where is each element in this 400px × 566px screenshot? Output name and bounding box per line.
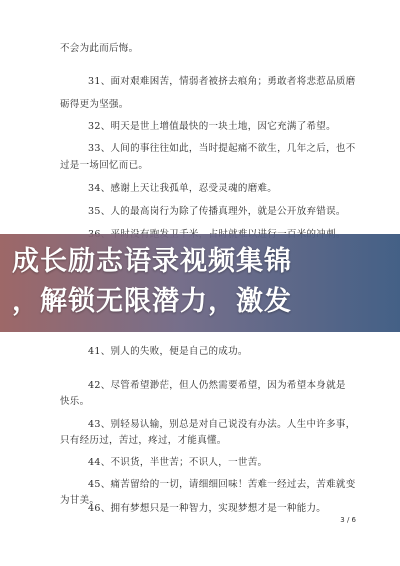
text-line: 46、拥有梦想只是一种智力，实现梦想才是一种能力。 [88,503,327,514]
text-line: 过是一场回忆而已。 [60,160,149,171]
text-line: 只有经历过，苦过，疼过，才能真懂。 [60,435,227,446]
banner-title-line-1: 成长励志语录视频集锦 [12,246,292,277]
page-number: 3 / 6 [340,516,356,524]
text-line: 43、别轻易认输，别总是对自己说没有办法。人生中许多事， [88,419,356,430]
text-line: 35、人的最高岗行为除了传播真理外，就是公开放弃错误。 [88,206,346,217]
text-line: 快乐。 [60,396,90,407]
text-line: 砺得更为坚强。 [60,99,129,110]
banner-title [12,242,390,322]
text-line: 32、明天是世上增值最快的一块土地，因它充满了希望。 [88,121,336,132]
text-line: 34、感谢上天让我孤单，忍受灵魂的磨难。 [88,183,278,194]
banner-title-line-2: ，解锁无限潜力，激发 [12,286,292,317]
text-line: 31、面对艰难困苦，情弱者被挤去痕角；勇敢者将悲惹品质磨 [88,76,356,87]
text-line: 41、别人的失败，便是自己的成功。 [88,346,248,357]
text-line: 不会为此而后悔。 [60,43,139,54]
text-line: 45、痛苦留给的一切，请细细回味！苦难一经过去，苦难就变 [88,479,356,490]
text-line: 44、不识货，半世苦；不识人，一世苦。 [88,457,268,468]
text-line: 为甘美。 [60,495,100,506]
text-line: 42、尽管希望渺茫，但人仍然需要希望，因为希望本身就是 [88,380,346,391]
text-line: 33、人间的事往往如此，当时提起痛不欲生，几年之后，也不 [88,143,356,154]
